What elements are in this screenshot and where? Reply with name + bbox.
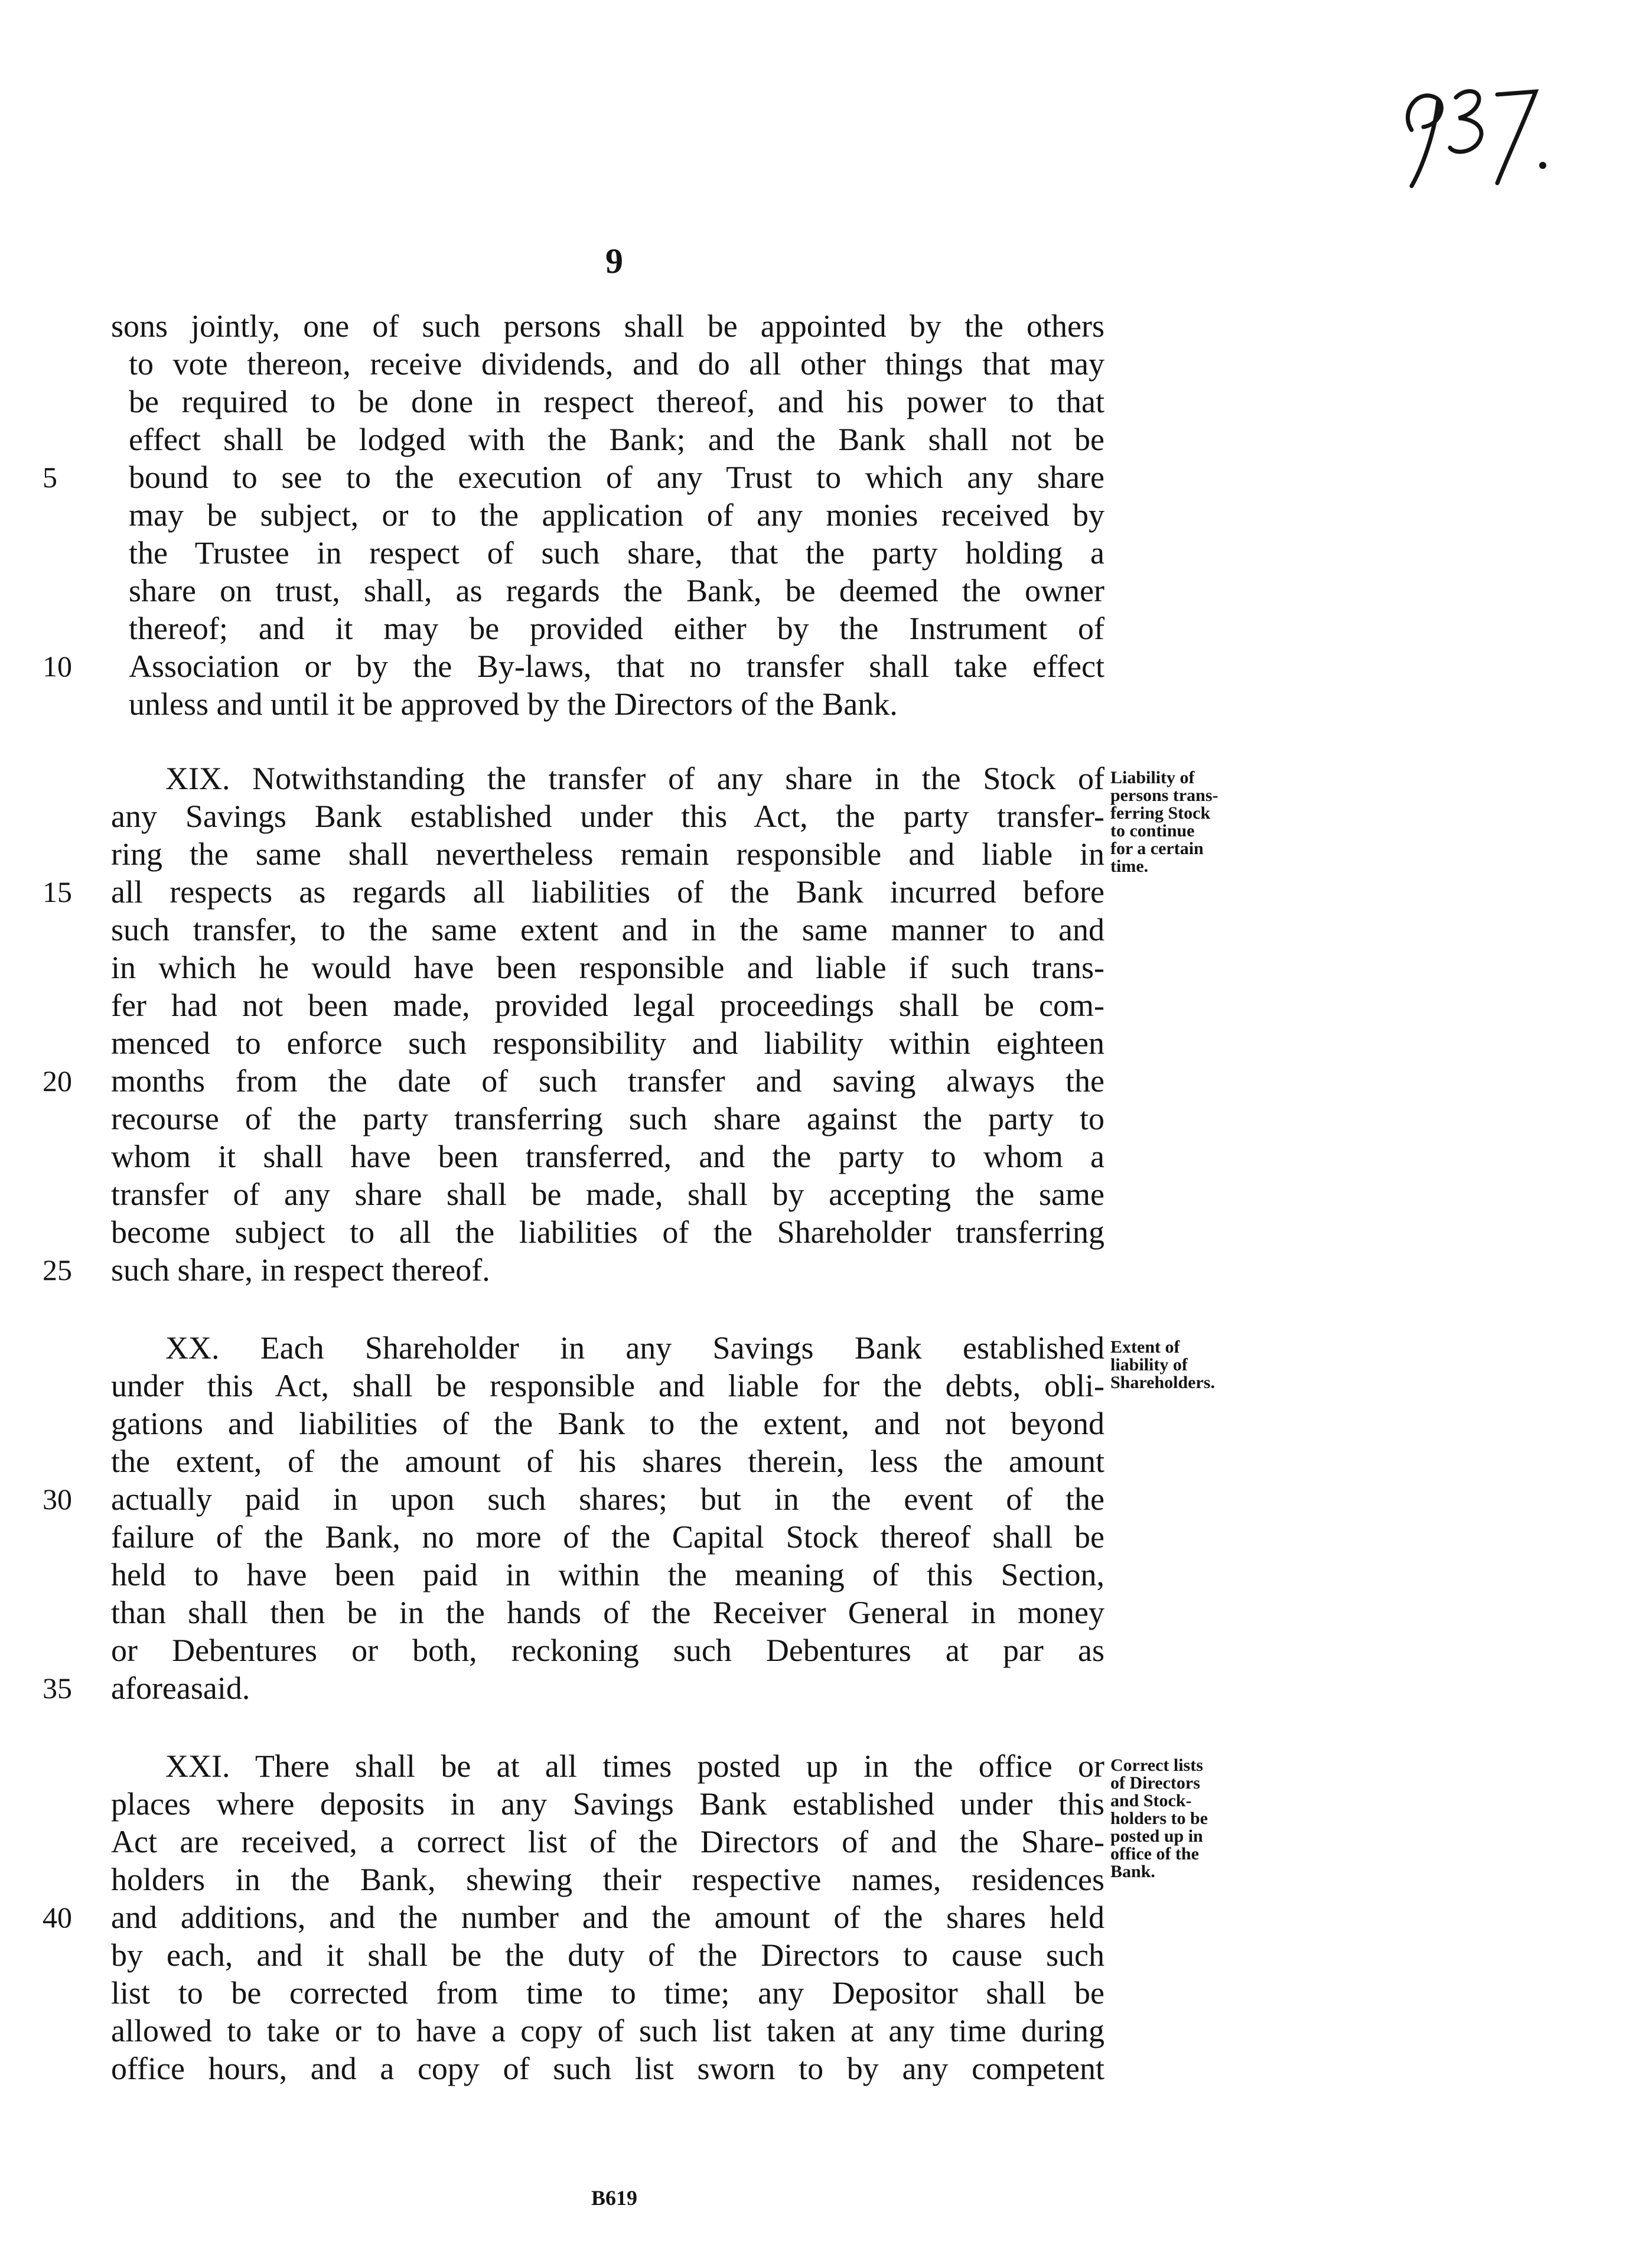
text-line: by each, and it shall be the duty of the Directors to cause such xyxy=(111,1937,1104,1973)
note-line: posted up in xyxy=(1110,1826,1203,1846)
text-line: whom it shall have been transferred, and the party to whom a xyxy=(111,1139,1104,1174)
marginal-note-correct-lists xyxy=(1110,1757,1288,1881)
text-line: ring the same shall nevertheless remain responsible and liable in xyxy=(111,836,1104,872)
text-line: holders in the Bank, shewing their respective names, residences xyxy=(111,1862,1104,1897)
text-line: become subject to all the liabilities of the Shareholder transferring xyxy=(111,1214,1104,1250)
text-line: Act are received, a correct list of the Directors of and the Share- xyxy=(111,1824,1104,1859)
line-number: 20 xyxy=(43,1064,72,1097)
text-line: effect shall be lodged with the Bank; and the Bank shall not be xyxy=(129,422,1104,457)
line-number: 35 xyxy=(43,1672,72,1705)
text-line: fer had not been made, provided legal proceedings shall be com- xyxy=(111,988,1104,1023)
text-line: share on trust, shall, as regards the Bank, be deemed the owner xyxy=(129,573,1104,608)
text-line: such share, in respect thereof. xyxy=(111,1252,490,1288)
note-line: of Directors xyxy=(1110,1773,1200,1793)
text-line: places where deposits in any Savings Bank established under this xyxy=(111,1786,1104,1822)
note-line: holders to be xyxy=(1110,1809,1208,1828)
text-line: gations and liabilities of the Bank to the extent, and not beyond xyxy=(111,1406,1104,1441)
line-number: 25 xyxy=(43,1253,72,1286)
text-line: held to have been paid in within the meaning of this Section, xyxy=(111,1557,1104,1592)
text-line: menced to enforce such responsibility and liability within eighteen xyxy=(111,1025,1104,1061)
text-line: such transfer, to the same extent and in the same manner to and xyxy=(111,912,1104,947)
handwritten-folio-number xyxy=(1388,65,1553,195)
note-line: liability of xyxy=(1110,1355,1188,1374)
text-line: sons jointly, one of such persons shall be appointed by the others xyxy=(111,308,1104,344)
page-number: 9 xyxy=(605,242,623,281)
text-line: bound to see to the execution of any Trust to which any share xyxy=(129,460,1104,495)
note-line: and Stock- xyxy=(1110,1791,1192,1810)
text-line: aforeasaid. xyxy=(111,1670,250,1706)
text-line: actually paid in upon such shares; but in the event of the xyxy=(111,1481,1104,1517)
text-line: the Trustee in respect of such share, that the party holding a xyxy=(129,535,1104,571)
text-line: failure of the Bank, no more of the Capital Stock thereof shall be xyxy=(111,1519,1104,1555)
line-number: 40 xyxy=(43,1901,72,1934)
text-line: all respects as regards all liabilities of the Bank incurred before xyxy=(111,874,1104,910)
text-line: months from the date of such transfer and saving always the xyxy=(111,1063,1104,1099)
note-line: time. xyxy=(1110,856,1149,876)
text-line: the extent, of the amount of his shares therein, less the amount xyxy=(111,1444,1104,1479)
section-heading-line: XXI. There shall be at all times posted up in the office or xyxy=(165,1748,1104,1784)
note-line: Shareholders. xyxy=(1110,1373,1215,1392)
text-line: office hours, and a copy of such list sworn to by any competent xyxy=(111,2051,1104,2086)
text-line: be required to be done in respect thereof, and his power to that xyxy=(129,384,1104,419)
line-number: 10 xyxy=(43,650,72,683)
marginal-note-liability-transferring xyxy=(1110,769,1288,875)
text-line: under this Act, shall be responsible and liable for the debts, obli- xyxy=(111,1368,1104,1403)
line-number: 30 xyxy=(43,1483,72,1516)
text-line: list to be corrected from time to time; any Depositor shall be xyxy=(111,1975,1104,2011)
note-line: for a certain xyxy=(1110,839,1204,858)
text-line: and additions, and the number and the amount of the shares held xyxy=(111,1900,1104,1935)
text-line: any Savings Bank established under this Act, the party transfer- xyxy=(111,799,1104,834)
line-number: 15 xyxy=(43,875,72,908)
section-heading-line: XX. Each Shareholder in any Savings Bank established xyxy=(165,1330,1104,1366)
line-number: 5 xyxy=(43,461,57,494)
text-line: recourse of the party transferring such share against the party to xyxy=(111,1101,1104,1136)
note-line: Liability of xyxy=(1110,768,1195,787)
note-line: Correct lists xyxy=(1110,1755,1203,1775)
text-line: transfer of any share shall be made, shall by accepting the same xyxy=(111,1177,1104,1212)
text-line: Association or by the By-laws, that no transfer shall take effect xyxy=(129,649,1104,684)
text-line: may be subject, or to the application of any monies received by xyxy=(129,497,1104,533)
text-line: unless and until it be approved by the Directors of the Bank. xyxy=(129,686,898,722)
note-line: ferring Stock xyxy=(1110,803,1211,823)
text-line: than shall then be in the hands of the Receiver General in money xyxy=(111,1595,1104,1630)
note-line: Bank. xyxy=(1110,1862,1155,1881)
note-line: persons trans- xyxy=(1110,786,1218,805)
text-line: allowed to take or to have a copy of such list taken at any time during xyxy=(111,2013,1104,2048)
note-line: to continue xyxy=(1110,821,1195,841)
note-line: office of the xyxy=(1110,1844,1199,1864)
text-line: in which he would have been responsible and liable if such trans- xyxy=(111,950,1104,985)
marginal-note-extent-liability xyxy=(1110,1338,1288,1392)
text-line: to vote thereon, receive dividends, and do all other things that may xyxy=(129,346,1104,382)
printer-signature-mark: B619 xyxy=(591,2186,637,2210)
note-line: Extent of xyxy=(1110,1337,1180,1357)
text-line: or Debentures or both, reckoning such Debentures at par as xyxy=(111,1633,1104,1668)
section-heading-line: XIX. Notwithstanding the transfer of any share in the Stock of xyxy=(165,761,1104,796)
text-line: thereof; and it may be provided either by the Instrument of xyxy=(129,611,1104,646)
